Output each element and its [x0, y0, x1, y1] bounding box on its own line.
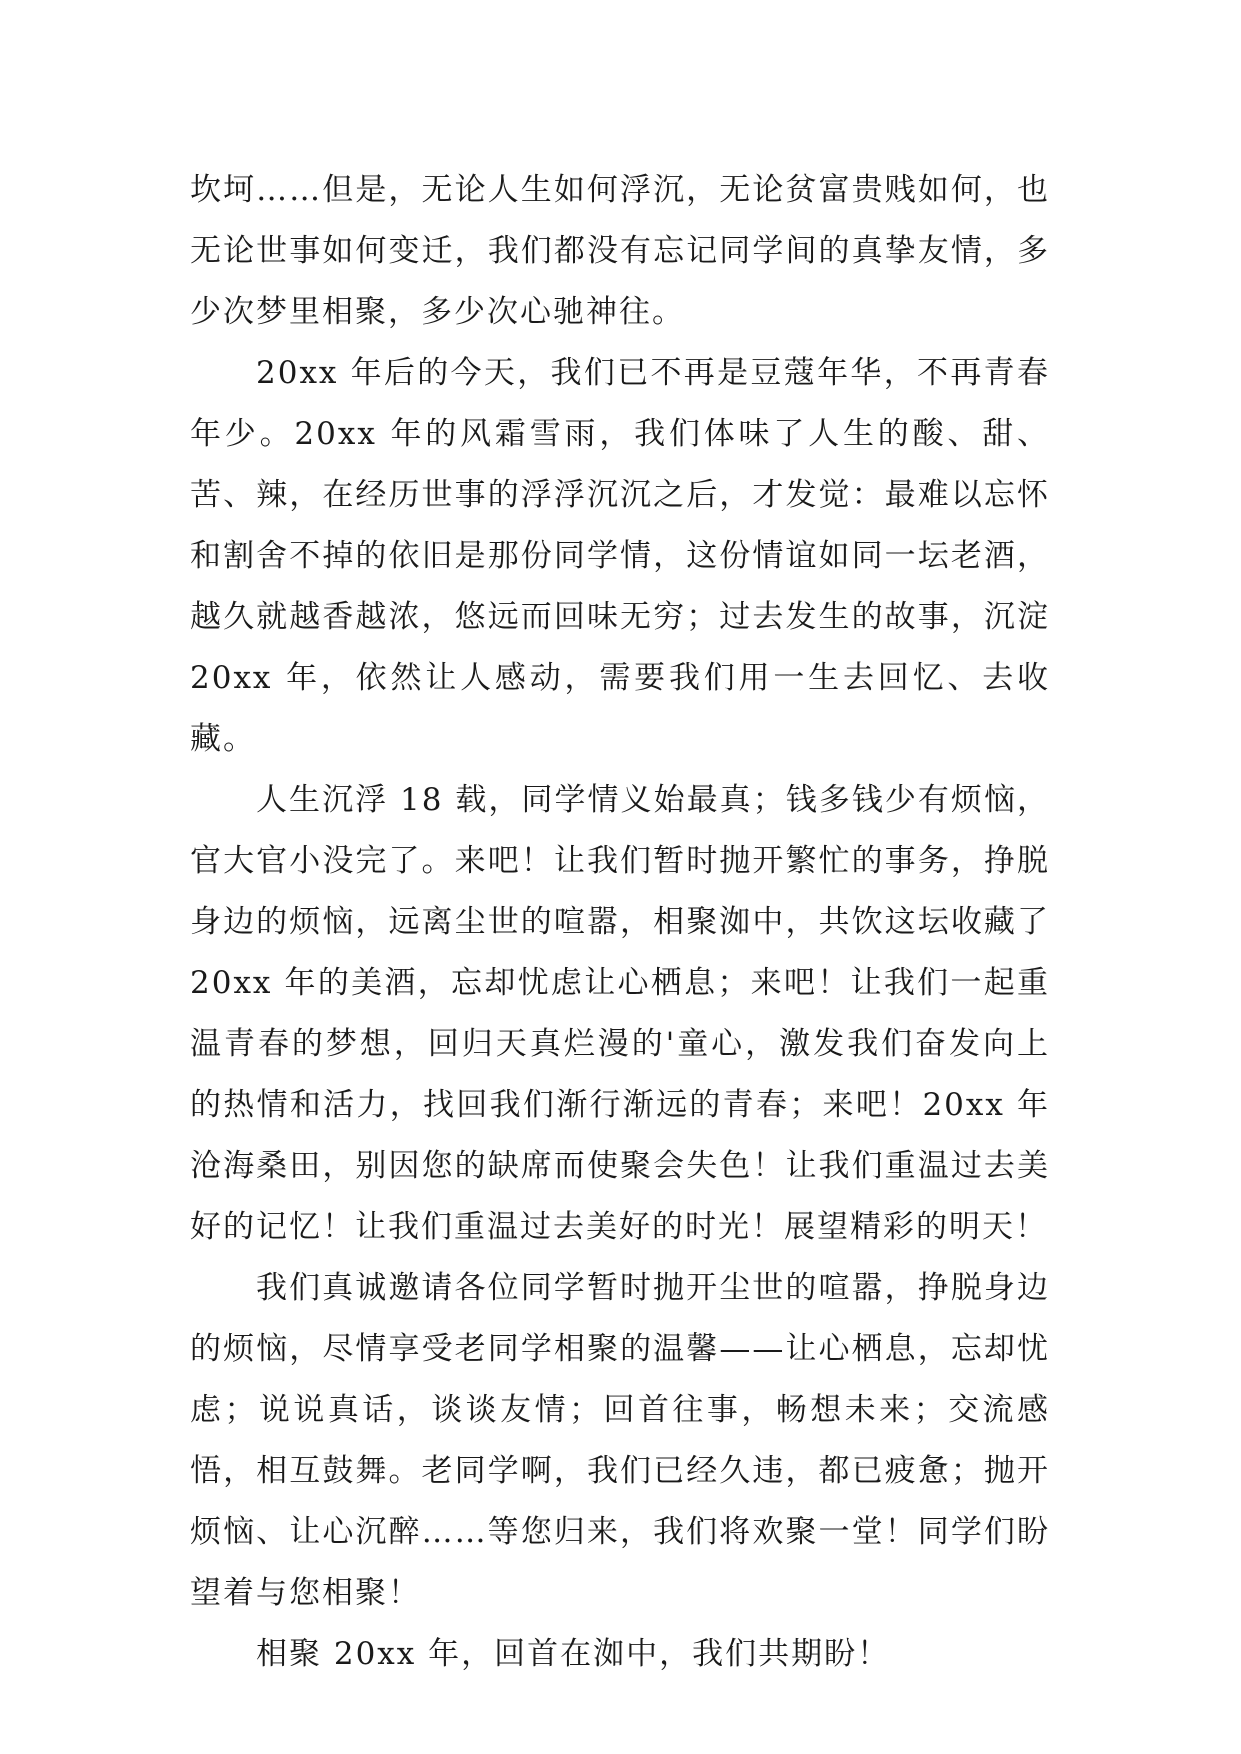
- closing-line: 相聚 20xx 年，回首在洳中，我们共期盼！: [256, 1636, 891, 1672]
- paragraph: 20xx 年后的今天，我们已不再是豆蔻年华，不再青春年少。20xx 年的风霜雪雨，我们体味了人生的酸、甜、苦、辣，在经历世事的浮浮沉沉之后，才发觉：最难以忘怀和割舍不掉的依旧是那份同学情，这份情谊如同一坛老酒，越久就越香越浓，悠远而回味无穷；过去发生的故事，沉淀 20xx 年，依然让人感动，需要我们用一生去回忆、去收藏。: [190, 355, 1050, 757]
- document-body: [190, 160, 1050, 1685]
- paragraph-continued: 坎坷……但是，无论人生如何浮沉，无论贫富贵贱如何，也无论世事如何变迁，我们都没有忘记同学间的真挚友情，多少次梦里相聚，多少次心驰神往。: [190, 172, 1050, 330]
- paragraph: 人生沉浮 18 载，同学情义始最真；钱多钱少有烦恼，官大官小没完了。来吧！让我们暂时抛开繁忙的事务，挣脱身边的烦恼，远离尘世的喧嚣，相聚洳中，共饮这坛收藏了 20xx 年的美酒，忘却忧虑让心栖息；来吧！让我们一起重温青春的梦想，回归天真烂漫的'童心，激发我们奋发向上的热情和活力，找回我们渐行渐远的青春；来吧！20xx 年沧海桑田，别因您的缺席而使聚会失色！让我们重温过去美好的记忆！让我们重温过去美好的时光！展望精彩的明天！: [190, 782, 1050, 1245]
- paragraph: 我们真诚邀请各位同学暂时抛开尘世的喧嚣，挣脱身边的烦恼，尽情享受老同学相聚的温馨——让心栖息，忘却忧虑；说说真话，谈谈友情；回首往事，畅想未来；交流感悟，相互鼓舞。老同学啊，我们已经久违，都已疲惫；抛开烦恼、让心沉醉……等您归来，我们将欢聚一堂！同学们盼望着与您相聚！: [190, 1270, 1050, 1611]
